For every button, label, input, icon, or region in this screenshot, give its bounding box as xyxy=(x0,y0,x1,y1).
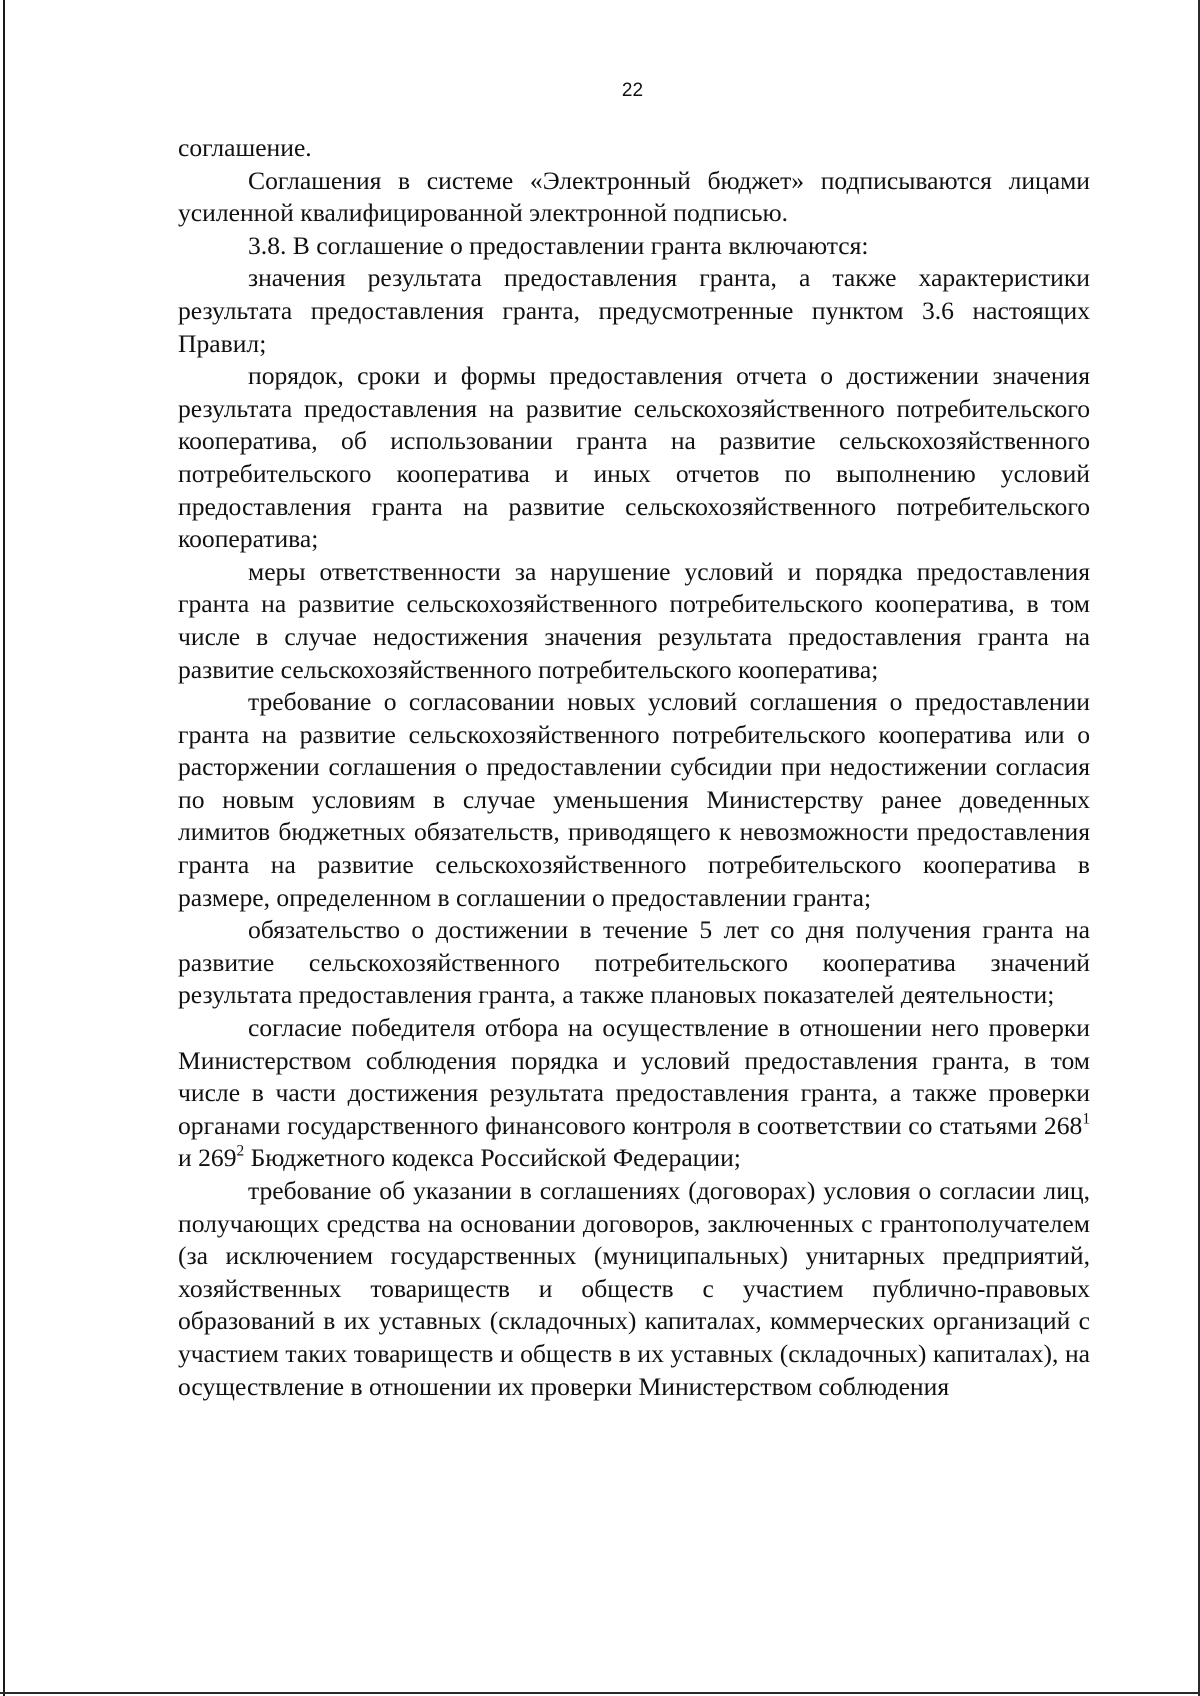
paragraph-clause-3-8: 3.8. В соглашение о предоставлении гранта включаются: xyxy=(248,230,869,260)
superscript-1: 1 xyxy=(1082,1110,1090,1128)
paragraph-new-conditions: требование о согласовании новых условий соглашения о предоставлении гранта на развитие сельскохозяйственного потребительского кооператива или о расторжении соглашения о предоставлении субсидии при недостижении согласия по новым условиям в случае уменьшения Министерству ранее доведенных лимитов бюджетных обязательств, приводящего к невозможности предоставления гранта на развитие сельскохозяйственного потребительского кооператива в размере, определенном в соглашении о предоставлении гранта; xyxy=(178,687,1090,912)
paragraph-continuation: соглашение. xyxy=(178,133,312,162)
paragraph-result-values: значения результата предоставления гранта, а также характеристики результата предоставления гранта, предусмотренные пунктом 3.6 настоящих Правил; xyxy=(178,263,1090,358)
page-number: 22 xyxy=(621,80,644,101)
audit-text-after: Бюджетного кодекса Российской Федерации; xyxy=(244,1143,741,1173)
paragraph-obligation: обязательство о достижении в течение 5 лет со дня получения гранта на развитие сельскохозяйственного потребительского кооператива значений результата предоставления гранта, а также плановых показателей деятельности; xyxy=(178,915,1090,1010)
paragraph-audit-consent xyxy=(178,1012,1090,1175)
paragraph-liability: меры ответственности за нарушение условий и порядка предоставления гранта на развитие сельскохозяйственного потребительского кооператива, в том числе в случае недостижения значения результата предоставления гранта на развитие сельскохозяйственного потребительского кооператива; xyxy=(178,556,1090,684)
scan-edge-bottom xyxy=(0,1692,1200,1694)
audit-text-before: согласие победителя отбора на осуществление в отношении него проверки Министерством соблюдения порядка и условий предоставления гранта, в том числе в части достижения результата предоставления гранта, а также проверки органами государственного финансового контроля в соответствии со статьями 268 xyxy=(178,1013,1090,1140)
paragraph-signing: Соглашения в системе «Электронный бюджет» подписываются лицами усиленной квалифицированной электронной подписью. xyxy=(178,165,1090,228)
superscript-2: 2 xyxy=(236,1142,245,1160)
document-body xyxy=(178,132,1090,1403)
paragraph-contract-requirement: требование об указании в соглашениях (договорах) условия о согласии лиц, получающих средства на основании договоров, заключенных с грантополучателем (за исключением государственных (муниципальных) унитарных предприятий, хозяйственных товариществ и обществ с участием публично-правовых образований в их уставных (складочных) капиталах, коммерческих организаций с участием таких товариществ и обществ в их уставных (складочных) капиталах), на осуществление в отношении их проверки Министерством соблюдения xyxy=(178,1176,1090,1401)
audit-text-middle: и 269 xyxy=(178,1143,237,1173)
paragraph-reporting: порядок, сроки и формы предоставления отчета о достижении значения результата предоставления на развитие сельскохозяйственного потребительского кооператива, об использовании гранта на развитие сельскохозяйственного потребительского кооператива и иных отчетов по выполнению условий предоставления гранта на развитие сельскохозяйственного потребительского кооператива; xyxy=(178,361,1090,554)
scan-edge-left xyxy=(3,0,5,1696)
